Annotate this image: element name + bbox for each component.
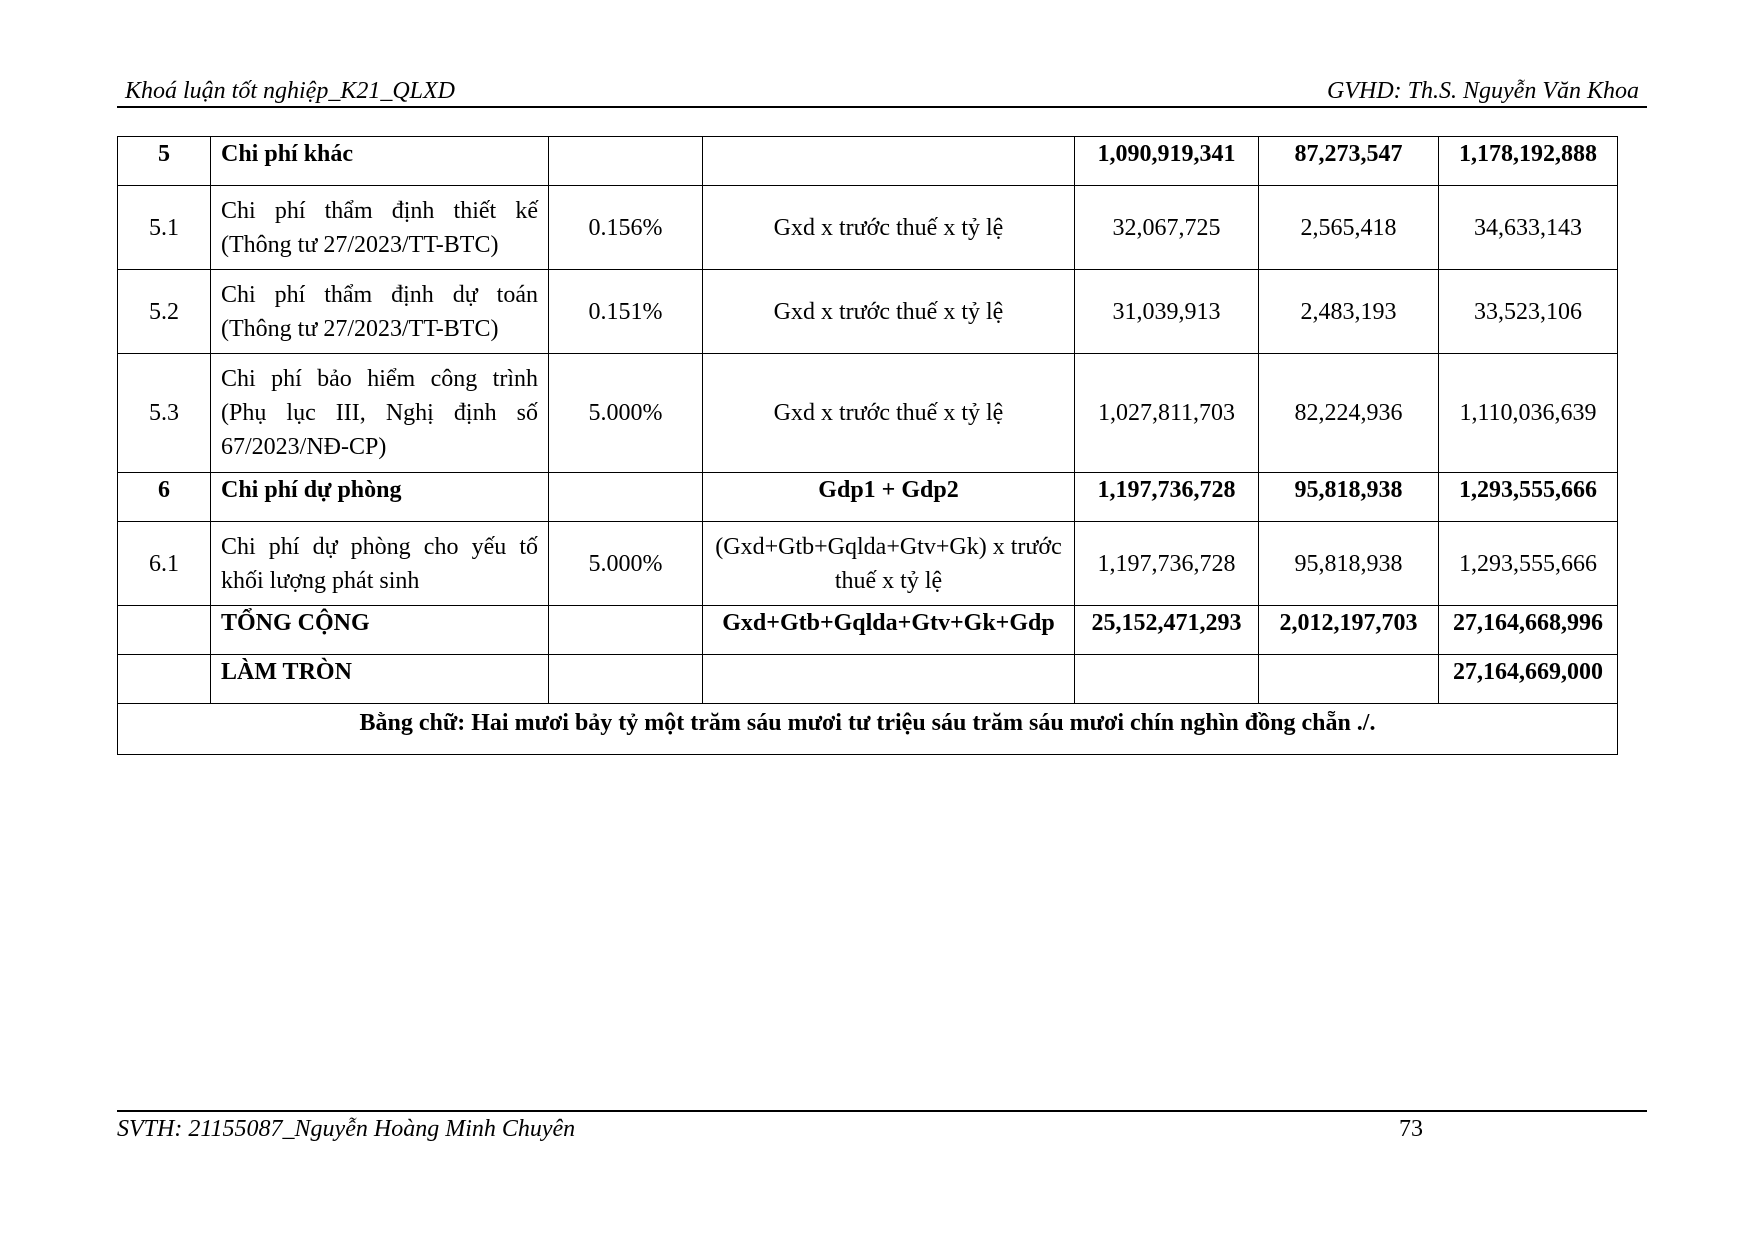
page-footer	[117, 1110, 1647, 1142]
pre-tax-value	[1075, 655, 1259, 704]
pre-tax-value: 32,067,725	[1075, 186, 1259, 270]
post-tax-value: 1,110,036,639	[1439, 354, 1618, 473]
vat-value	[1259, 655, 1439, 704]
row-number	[118, 655, 211, 704]
post-tax-value: 1,293,555,666	[1439, 522, 1618, 606]
row-number: 6.1	[118, 522, 211, 606]
cost-rate: 5.000%	[549, 354, 703, 473]
cost-formula: (Gxd+Gtb+Gqlda+Gtv+Gk) x trước thuế x tỷ lệ	[703, 522, 1075, 606]
amount-in-words: Bằng chữ: Hai mươi bảy tỷ một trăm sáu mươi tư triệu sáu trăm sáu mươi chín nghìn đồng chẵn ./.	[118, 704, 1618, 755]
cost-rate	[549, 606, 703, 655]
cost-formula: Gxd x trước thuế x tỷ lệ	[703, 354, 1075, 473]
vat-value: 95,818,938	[1259, 522, 1439, 606]
vat-value: 95,818,938	[1259, 473, 1439, 522]
cost-formula	[703, 137, 1075, 186]
cost-formula: Gxd x trước thuế x tỷ lệ	[703, 186, 1075, 270]
post-tax-value: 1,178,192,888	[1439, 137, 1618, 186]
cost-estimate-table	[117, 136, 1618, 755]
pre-tax-value: 1,090,919,341	[1075, 137, 1259, 186]
post-tax-value: 34,633,143	[1439, 186, 1618, 270]
table-row	[118, 186, 1618, 270]
row-number: 5	[118, 137, 211, 186]
cost-item-name: Chi phí dự phòng	[211, 473, 549, 522]
header-thesis-title: Khoá luận tốt nghiệp_K21_QLXD	[125, 78, 456, 104]
post-tax-value: 33,523,106	[1439, 270, 1618, 354]
page-header	[117, 74, 1647, 108]
vat-value: 2,565,418	[1259, 186, 1439, 270]
row-number: 6	[118, 473, 211, 522]
cost-rate: 0.156%	[549, 186, 703, 270]
cost-rate: 5.000%	[549, 522, 703, 606]
cost-formula	[703, 655, 1075, 704]
footer-student: SVTH: 21155087_Nguyễn Hoàng Minh Chuyên	[117, 1116, 576, 1142]
total-label: TỔNG CỘNG	[211, 606, 549, 655]
pre-tax-value: 1,197,736,728	[1075, 522, 1259, 606]
table-row	[118, 473, 1618, 522]
cost-item-name: Chi phí bảo hiểm công trình (Phụ lục III, Nghị định số 67/2023/NĐ-CP)	[211, 354, 549, 473]
row-number	[118, 606, 211, 655]
cost-item-name: Chi phí dự phòng cho yếu tố khối lượng phát sinh	[211, 522, 549, 606]
cost-rate	[549, 137, 703, 186]
cost-formula: Gdp1 + Gdp2	[703, 473, 1075, 522]
table-row	[118, 270, 1618, 354]
vat-value: 87,273,547	[1259, 137, 1439, 186]
table-row-total	[118, 606, 1618, 655]
cost-rate	[549, 655, 703, 704]
post-tax-value: 1,293,555,666	[1439, 473, 1618, 522]
page-number: 73	[1399, 1116, 1423, 1142]
row-number: 5.3	[118, 354, 211, 473]
total-pre-tax: 25,152,471,293	[1075, 606, 1259, 655]
pre-tax-value: 31,039,913	[1075, 270, 1259, 354]
pre-tax-value: 1,027,811,703	[1075, 354, 1259, 473]
cost-item-name: Chi phí thẩm định dự toán (Thông tư 27/2023/TT-BTC)	[211, 270, 549, 354]
cost-formula: Gxd x trước thuế x tỷ lệ	[703, 270, 1075, 354]
cost-table-wrapper	[117, 136, 1618, 755]
table-row-rounded	[118, 655, 1618, 704]
cost-item-name: Chi phí thẩm định thiết kế (Thông tư 27/2023/TT-BTC)	[211, 186, 549, 270]
row-number: 5.2	[118, 270, 211, 354]
total-vat: 2,012,197,703	[1259, 606, 1439, 655]
total-post-tax: 27,164,668,996	[1439, 606, 1618, 655]
cost-item-name: Chi phí khác	[211, 137, 549, 186]
table-row	[118, 354, 1618, 473]
vat-value: 82,224,936	[1259, 354, 1439, 473]
row-number: 5.1	[118, 186, 211, 270]
table-row	[118, 137, 1618, 186]
vat-value: 2,483,193	[1259, 270, 1439, 354]
pre-tax-value: 1,197,736,728	[1075, 473, 1259, 522]
table-row	[118, 522, 1618, 606]
rounded-label: LÀM TRÒN	[211, 655, 549, 704]
amount-in-words-row	[118, 704, 1618, 755]
total-formula: Gxd+Gtb+Gqlda+Gtv+Gk+Gdp	[703, 606, 1075, 655]
header-supervisor: GVHD: Th.S. Nguyễn Văn Khoa	[1327, 78, 1639, 104]
rounded-total: 27,164,669,000	[1439, 655, 1618, 704]
cost-rate: 0.151%	[549, 270, 703, 354]
cost-rate	[549, 473, 703, 522]
